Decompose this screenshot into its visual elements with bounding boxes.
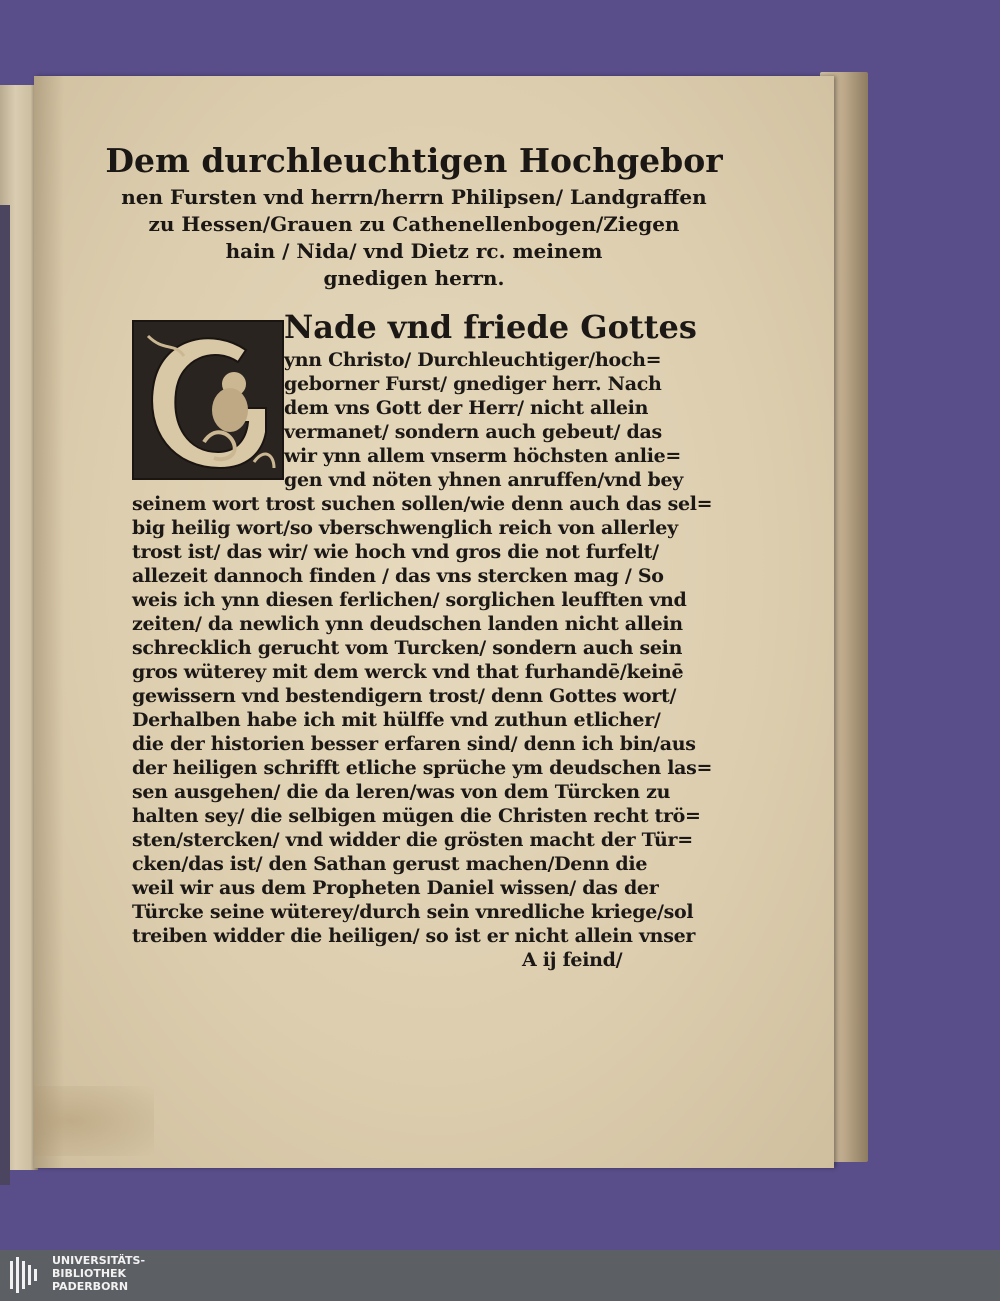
text-line: Nade vnd friede Gottes bbox=[284, 308, 697, 346]
text-line: trost ist/ das wir/ wie hoch vnd gros die not furfelt/ bbox=[132, 541, 659, 563]
text-line: allezeit dannoch finden / das vns stercken mag / So bbox=[132, 565, 664, 587]
text-line: dem vns Gott der Herr/ nicht allein bbox=[284, 397, 649, 419]
dedication-heading bbox=[104, 138, 724, 292]
text-line: die der historien besser erfaren sind/ denn ich bin/aus bbox=[132, 733, 696, 755]
text-line: Derhalben habe ich mit hülffe vnd zuthun etlicher/ bbox=[132, 709, 661, 731]
water-stain bbox=[34, 1086, 154, 1156]
text-line: sten/stercken/ vnd widder die grösten macht der Tür= bbox=[132, 829, 693, 851]
logo-line: UNIVERSITÄTS- bbox=[52, 1254, 146, 1267]
text-line: cken/das ist/ den Sathan gerust machen/Denn die bbox=[132, 853, 648, 875]
catchword-line: A ij feind/ bbox=[522, 949, 623, 971]
text-line: wir ynn allem vnserm höchsten anlie= bbox=[284, 445, 682, 467]
text-line: seinem wort trost suchen sollen/wie denn auch das sel= bbox=[132, 493, 713, 515]
logo-line: BIBLIOTHEK bbox=[52, 1267, 127, 1280]
text-line: sen ausgehen/ die da leren/was von dem Türcken zu bbox=[132, 781, 671, 803]
decorated-initial bbox=[132, 320, 284, 480]
library-logo-text bbox=[52, 1254, 145, 1293]
initial-letter bbox=[134, 322, 282, 480]
text-line: gewissern vnd bestendigern trost/ denn Gottes wort/ bbox=[132, 685, 677, 707]
library-logo-icon bbox=[10, 1257, 40, 1293]
heading-line: zu Hessen/Grauen zu Cathenellenbogen/Ziegen bbox=[148, 212, 680, 236]
logo-line: PADERBORN bbox=[52, 1280, 129, 1293]
text-line: der heiligen schrifft etliche sprüche ym deudschen las= bbox=[132, 757, 713, 779]
text-line: geborner Furst/ gnediger herr. Nach bbox=[284, 373, 662, 395]
text-line: halten sey/ die selbigen mügen die Christen recht trö= bbox=[132, 805, 701, 827]
text-line: gros wüterey mit dem werck vnd that furhandē/keinē bbox=[132, 661, 684, 683]
left-page-edge bbox=[0, 85, 38, 1170]
text-line: gen vnd nöten yhnen anruffen/vnd bey bbox=[284, 469, 684, 491]
book-page bbox=[34, 76, 834, 1168]
left-page-gutter bbox=[0, 205, 10, 1185]
text-line: schrecklich gerucht vom Turcken/ sondern auch sein bbox=[132, 637, 683, 659]
text-line: Türcke seine wüterey/durch sein vnredliche kriege/sol bbox=[132, 901, 694, 923]
footer-bar bbox=[0, 1250, 1000, 1301]
text-line: treiben widder die heiligen/ so ist er nicht allein vnser bbox=[132, 925, 696, 947]
fold-shadow bbox=[34, 76, 64, 1168]
text-line: big heilig wort/so vberschwenglich reich von allerley bbox=[132, 517, 678, 539]
heading-line: Dem durchleuchtigen Hochgebor bbox=[105, 141, 723, 180]
text-line: vermanet/ sondern auch gebeut/ das bbox=[284, 421, 662, 443]
text-line: zeiten/ da newlich ynn deudschen landen nicht allein bbox=[132, 613, 683, 635]
heading-line: nen Fursten vnd herrn/herrn Philipsen/ Landgraffen bbox=[121, 185, 707, 209]
text-line: weil wir aus dem Propheten Daniel wissen/ das der bbox=[132, 877, 659, 899]
heading-line: gnedigen herrn. bbox=[323, 266, 505, 290]
text-line: weis ich ynn diesen ferlichen/ sorglichen leufften vnd bbox=[132, 589, 687, 611]
text-line: ynn Christo/ Durchleuchtiger/hoch= bbox=[284, 349, 662, 371]
heading-line: hain / Nida/ vnd Dietz rc. meinem bbox=[225, 239, 603, 263]
